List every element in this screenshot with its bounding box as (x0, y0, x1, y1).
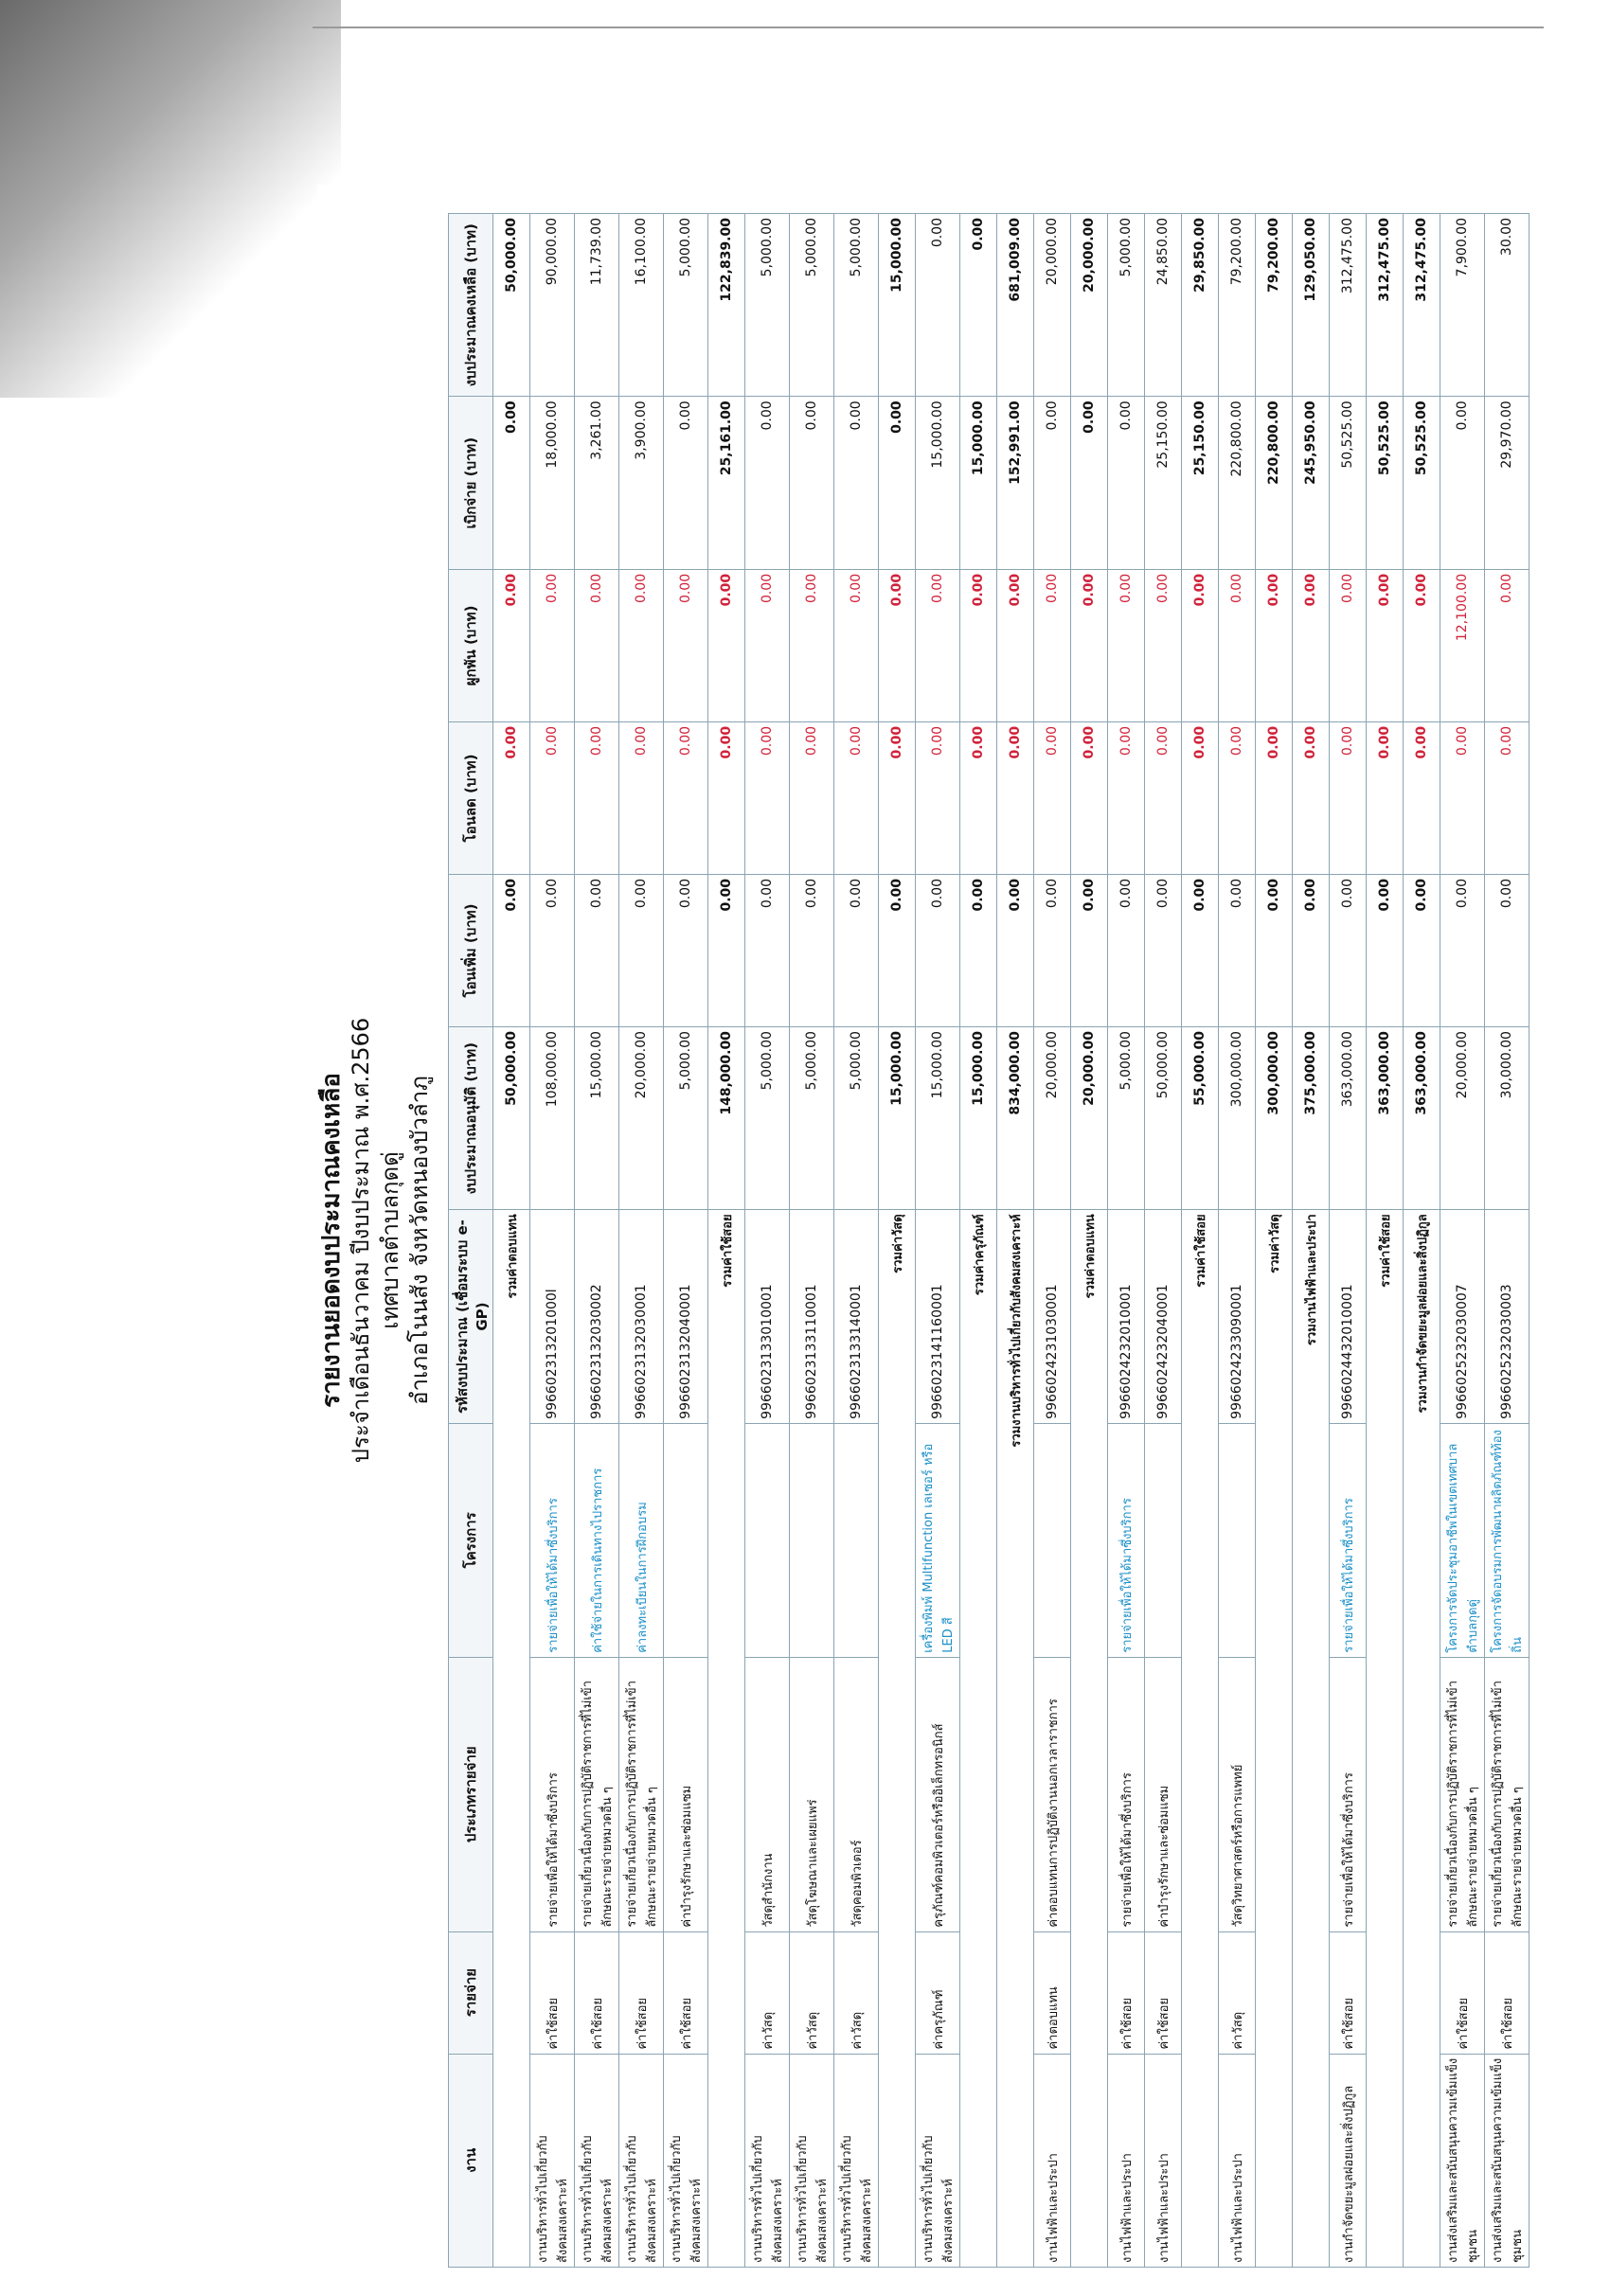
table-row (1485, 214, 1530, 2268)
budget-code-cell: 9966024233090001 (1219, 1210, 1256, 1423)
approved-cell: 15,000.00 (879, 1027, 916, 1210)
remaining-cell: 312,475.00 (1330, 214, 1367, 397)
transfer-out-cell: 0.00 (619, 721, 664, 874)
committed-cell: 0.00 (1108, 569, 1145, 721)
approved-cell: 50,000.00 (493, 1027, 530, 1210)
approved-cell: 834,000.00 (997, 1027, 1034, 1210)
transfer-out-cell: 0.00 (1108, 721, 1145, 874)
budget-code-cell: 996602313201000l (530, 1210, 575, 1423)
table-row (1145, 214, 1182, 2268)
approved-cell: 20,000.00 (619, 1027, 664, 1210)
transfer-in-cell: 0.00 (834, 875, 879, 1027)
expense-cell: ค่าวัสดุ (790, 1931, 834, 2054)
transfer-out-cell: 0.00 (1071, 721, 1108, 874)
transfer-in-cell: 0.00 (1330, 875, 1367, 1027)
table-body (493, 214, 1530, 2268)
transfer-out-cell: 0.00 (879, 721, 916, 874)
transfer-in-cell: 0.00 (1182, 875, 1219, 1027)
disbursed-cell: 50,525.00 (1404, 397, 1440, 570)
committed-cell: 0.00 (664, 569, 708, 721)
committed-cell: 0.00 (493, 569, 530, 721)
expense-cell: ค่าใช้สอย (530, 1931, 575, 2054)
expense-cell: ค่าใช้สอย (1330, 1931, 1367, 2054)
approved-cell: 300,000.00 (1219, 1027, 1256, 1210)
work-cell: งานไฟฟ้าและประปา (1108, 2054, 1145, 2267)
subtotal-row (1293, 214, 1330, 2268)
table-row (834, 214, 879, 2268)
work-cell: งานบริหารทั่วไปเกี่ยวกับสังคมสงเคราะห์ (619, 2054, 664, 2267)
transfer-out-cell: 0.00 (916, 721, 960, 874)
transfer-out-cell: 0.00 (575, 721, 619, 874)
column-header: เบิกจ่าย (บาท) (449, 397, 493, 570)
approved-cell: 375,000.00 (1293, 1027, 1330, 1210)
expense-type-cell: ค่าบำรุงรักษาและซ่อมแซม (1145, 1657, 1182, 1931)
transfer-out-cell: 0.00 (834, 721, 879, 874)
project-cell: รายจ่ายเพื่อให้ได้มาซึ่งบริการ (530, 1423, 575, 1657)
project-cell (1219, 1423, 1256, 1657)
approved-cell: 363,000.00 (1367, 1027, 1404, 1210)
disbursed-cell: 0.00 (664, 397, 708, 570)
budget-code-cell: 9966024232010001 (1108, 1210, 1145, 1423)
disbursed-cell: 220,800.00 (1256, 397, 1293, 570)
work-cell: งานไฟฟ้าและประปา (1219, 2054, 1256, 2267)
disbursed-cell: 25,161.00 (708, 397, 745, 570)
transfer-out-cell: 0.00 (745, 721, 790, 874)
scan-edge-line (313, 27, 1544, 28)
project-cell: ค่าลงทะเบียนในการฝึกอบรม (619, 1423, 664, 1657)
committed-cell: 0.00 (1256, 569, 1293, 721)
transfer-out-cell: 0.00 (1219, 721, 1256, 874)
expense-cell: ค่าใช้สอย (664, 1931, 708, 2054)
transfer-in-cell: 0.00 (493, 875, 530, 1027)
subtotal-row (960, 214, 997, 2268)
committed-cell: 0.00 (1485, 569, 1530, 721)
budget-code-cell: 9966023133110001 (790, 1210, 834, 1423)
column-header: งบประมาณคงเหลือ (บาท) (449, 214, 493, 397)
remaining-cell: 312,475.00 (1404, 214, 1440, 397)
committed-cell: 12,100.00 (1440, 569, 1485, 721)
committed-cell: 0.00 (619, 569, 664, 721)
expense-type-cell: รายจ่ายเกี่ยวเนื่องกับการปฏิบัติราชการที่ไม่เข้าลักษณะรายจ่ายหมวดอื่น ๆ (1440, 1657, 1485, 1931)
budget-code-cell: 9966023132030001 (619, 1210, 664, 1423)
transfer-out-cell: 0.00 (1034, 721, 1071, 874)
transfer-in-cell: 0.00 (1367, 875, 1404, 1027)
work-cell: งานบริหารทั่วไปเกี่ยวกับสังคมสงเคราะห์ (664, 2054, 708, 2267)
transfer-out-cell: 0.00 (997, 721, 1034, 874)
disbursed-cell: 0.00 (745, 397, 790, 570)
committed-cell: 0.00 (1367, 569, 1404, 721)
expense-cell: ค่าวัสดุ (834, 1931, 879, 2054)
expense-type-cell: รายจ่ายเกี่ยวเนื่องกับการปฏิบัติราชการที่ไม่เข้าลักษณะรายจ่ายหมวดอื่น ๆ (1485, 1657, 1530, 1931)
project-cell: โครงการจัดอบรมการพัฒนาผลิตภัณฑ์ท้องถิ่น (1485, 1423, 1530, 1657)
project-cell (1034, 1423, 1071, 1657)
remaining-cell: 79,200.00 (1219, 214, 1256, 397)
expense-cell: ค่าใช้สอย (1145, 1931, 1182, 2054)
committed-cell: 0.00 (1219, 569, 1256, 721)
disbursed-cell: 0.00 (1108, 397, 1145, 570)
report-title: รายงานยอดงบประมาณคงเหลือ (317, 1073, 346, 1408)
approved-cell: 50,000.00 (1145, 1027, 1182, 1210)
disbursed-cell: 50,525.00 (1330, 397, 1367, 570)
committed-cell: 0.00 (708, 569, 745, 721)
transfer-in-cell: 0.00 (1034, 875, 1071, 1027)
transfer-in-cell: 0.00 (960, 875, 997, 1027)
approved-cell: 148,000.00 (708, 1027, 745, 1210)
expense-type-cell: รายจ่ายเพื่อให้ได้มาซึ่งบริการ (1108, 1657, 1145, 1931)
approved-cell: 30,000.00 (1485, 1027, 1530, 1210)
project-cell (745, 1423, 790, 1657)
expense-cell: ค่าครุภัณฑ์ (916, 1931, 960, 2054)
transfer-out-cell: 0.00 (790, 721, 834, 874)
disbursed-cell: 50,525.00 (1367, 397, 1404, 570)
approved-cell: 363,000.00 (1330, 1027, 1367, 1210)
transfer-in-cell: 0.00 (745, 875, 790, 1027)
subtotal-row (879, 214, 916, 2268)
disbursed-cell: 3,900.00 (619, 397, 664, 570)
table-row (1034, 214, 1071, 2268)
approved-cell: 5,000.00 (834, 1027, 879, 1210)
transfer-out-cell: 0.00 (493, 721, 530, 874)
work-cell: งานไฟฟ้าและประปา (1145, 2054, 1182, 2267)
remaining-cell: 5,000.00 (745, 214, 790, 397)
transfer-in-cell: 0.00 (664, 875, 708, 1027)
table-header-row (449, 214, 493, 2268)
table-row (664, 214, 708, 2268)
committed-cell: 0.00 (745, 569, 790, 721)
transfer-out-cell: 0.00 (1485, 721, 1530, 874)
approved-cell: 363,000.00 (1404, 1027, 1440, 1210)
subtotal-row (1367, 214, 1404, 2268)
disbursed-cell: 15,000.00 (916, 397, 960, 570)
work-cell: งานส่งเสริมและสนับสนุนความเข้มแข็งชุมชน (1440, 2054, 1485, 2267)
approved-cell: 15,000.00 (916, 1027, 960, 1210)
subtotal-label: รวมงานกำจัดขยะมูลฝอยและสิ่งปฏิกูล (1404, 1210, 1440, 2268)
committed-cell: 0.00 (575, 569, 619, 721)
column-header: โครงการ (449, 1423, 493, 1657)
budget-code-cell: 9966024232040001 (1145, 1210, 1182, 1423)
table-row (1330, 214, 1367, 2268)
project-cell: ค่าใช้จ่ายในการเดินทางไปราชการ (575, 1423, 619, 1657)
expense-cell: ค่าใช้สอย (619, 1931, 664, 2054)
column-header: งาน (449, 2054, 493, 2267)
approved-cell: 300,000.00 (1256, 1027, 1293, 1210)
expense-type-cell: วัสดุโฆษณาและเผยแพร่ (790, 1657, 834, 1931)
column-header: โอนลด (บาท) (449, 721, 493, 874)
committed-cell: 0.00 (1330, 569, 1367, 721)
subtotal-row (1182, 214, 1219, 2268)
budget-code-cell: 9966023133140001 (834, 1210, 879, 1423)
committed-cell: 0.00 (879, 569, 916, 721)
approved-cell: 15,000.00 (575, 1027, 619, 1210)
project-cell (834, 1423, 879, 1657)
expense-type-cell: วัสดุวิทยาศาสตร์หรือการแพทย์ (1219, 1657, 1256, 1931)
remaining-cell: 50,000.00 (493, 214, 530, 397)
remaining-cell: 5,000.00 (1108, 214, 1145, 397)
committed-cell: 0.00 (790, 569, 834, 721)
table-row (619, 214, 664, 2268)
transfer-out-cell: 0.00 (530, 721, 575, 874)
work-cell: งานไฟฟ้าและประปา (1034, 2054, 1071, 2267)
transfer-in-cell: 0.00 (916, 875, 960, 1027)
work-cell: งานบริหารทั่วไปเกี่ยวกับสังคมสงเคราะห์ (745, 2054, 790, 2267)
project-cell (664, 1423, 708, 1657)
expense-type-cell: ค่าตอบแทนการปฏิบัติงานนอกเวลาราชการ (1034, 1657, 1071, 1931)
approved-cell: 15,000.00 (960, 1027, 997, 1210)
transfer-in-cell: 0.00 (1145, 875, 1182, 1027)
subtotal-row (1071, 214, 1108, 2268)
work-cell: งานบริหารทั่วไปเกี่ยวกับสังคมสงเคราะห์ (834, 2054, 879, 2267)
subtotal-label: รวมค่าใช้สอย (708, 1210, 745, 2268)
subtotal-label: รวมค่าวัสดุ (1256, 1210, 1293, 2268)
subtotal-row (997, 214, 1034, 2268)
committed-cell: 0.00 (1293, 569, 1330, 721)
transfer-out-cell: 0.00 (708, 721, 745, 874)
subtotal-label: รวมงานไฟฟ้าและประปา (1293, 1210, 1330, 2268)
committed-cell: 0.00 (1034, 569, 1071, 721)
expense-cell: ค่าใช้สอย (1440, 1931, 1485, 2054)
column-header: รายจ่าย (449, 1931, 493, 2054)
table-row (575, 214, 619, 2268)
budget-code-cell: 9966025232030007 (1440, 1210, 1485, 1423)
disbursed-cell: 245,950.00 (1293, 397, 1330, 570)
project-cell: รายจ่ายเพื่อให้ได้มาซึ่งบริการ (1330, 1423, 1367, 1657)
remaining-cell: 129,050.00 (1293, 214, 1330, 397)
budget-code-cell: 9966023132040001 (664, 1210, 708, 1423)
remaining-cell: 5,000.00 (834, 214, 879, 397)
approved-cell: 5,000.00 (790, 1027, 834, 1210)
remaining-cell: 20,000.00 (1071, 214, 1108, 397)
approved-cell: 108,000.00 (530, 1027, 575, 1210)
project-cell: โครงการจัดประชุมอาชีพในเขตเทศบาลตำบลกุดดู่ (1440, 1423, 1485, 1657)
expense-cell: ค่าใช้สอย (1108, 1931, 1145, 2054)
project-cell: เครื่องพิมพ์ Multifunction เลเซอร์ หรือ LED สี (916, 1423, 960, 1657)
transfer-in-cell: 0.00 (1293, 875, 1330, 1027)
disbursed-cell: 3,261.00 (575, 397, 619, 570)
expense-type-cell: รายจ่ายเพื่อให้ได้มาซึ่งบริการ (1330, 1657, 1367, 1931)
disbursed-cell: 18,000.00 (530, 397, 575, 570)
work-cell: งานบริหารทั่วไปเกี่ยวกับสังคมสงเคราะห์ (530, 2054, 575, 2267)
document-header (317, 185, 435, 2296)
committed-cell: 0.00 (960, 569, 997, 721)
disbursed-cell: 0.00 (834, 397, 879, 570)
subtotal-row (1404, 214, 1440, 2268)
table-row (745, 214, 790, 2268)
approved-cell: 20,000.00 (1034, 1027, 1071, 1210)
table-row (790, 214, 834, 2268)
transfer-in-cell: 0.00 (619, 875, 664, 1027)
transfer-out-cell: 0.00 (1293, 721, 1330, 874)
column-header: รหัสงบประมาณ (เชื่อมระบบ e-GP) (449, 1210, 493, 1423)
budget-code-cell: 9966024231030001 (1034, 1210, 1071, 1423)
disbursed-cell: 0.00 (1440, 397, 1485, 570)
remaining-cell: 0.00 (916, 214, 960, 397)
committed-cell: 0.00 (916, 569, 960, 721)
work-cell: งานบริหารทั่วไปเกี่ยวกับสังคมสงเคราะห์ (790, 2054, 834, 2267)
budget-table (448, 213, 1530, 2268)
expense-type-cell: วัสดุสำนักงาน (745, 1657, 790, 1931)
committed-cell: 0.00 (1071, 569, 1108, 721)
subtotal-row (1256, 214, 1293, 2268)
work-cell: งานกำจัดขยะมูลฝอยและสิ่งปฏิกูล (1330, 2054, 1367, 2267)
project-cell (790, 1423, 834, 1657)
expense-type-cell: วัสดุคอมพิวเตอร์ (834, 1657, 879, 1931)
table-row (1440, 214, 1485, 2268)
work-cell: งานบริหารทั่วไปเกี่ยวกับสังคมสงเคราะห์ (916, 2054, 960, 2267)
transfer-in-cell: 0.00 (879, 875, 916, 1027)
transfer-out-cell: 0.00 (960, 721, 997, 874)
approved-cell: 5,000.00 (664, 1027, 708, 1210)
transfer-out-cell: 0.00 (1367, 721, 1404, 874)
committed-cell: 0.00 (530, 569, 575, 721)
subtotal-label: รวมค่าครุภัณฑ์ (960, 1210, 997, 2268)
transfer-in-cell: 0.00 (1404, 875, 1440, 1027)
subtotal-row (493, 214, 530, 2268)
remaining-cell: 5,000.00 (664, 214, 708, 397)
subtotal-row (708, 214, 745, 2268)
committed-cell: 0.00 (834, 569, 879, 721)
budget-code-cell: 9966023141160001 (916, 1210, 960, 1423)
column-header: ประเภทรายจ่าย (449, 1657, 493, 1931)
transfer-out-cell: 0.00 (1145, 721, 1182, 874)
transfer-in-cell: 0.00 (575, 875, 619, 1027)
disbursed-cell: 220,800.00 (1219, 397, 1256, 570)
transfer-in-cell: 0.00 (530, 875, 575, 1027)
rotated-document-page (317, 185, 1525, 2296)
work-cell: งานบริหารทั่วไปเกี่ยวกับสังคมสงเคราะห์ (575, 2054, 619, 2267)
budget-code-cell: 9966024432010001 (1330, 1210, 1367, 1423)
work-cell: งานส่งเสริมและสนับสนุนความเข้มแข็งชุมชน (1485, 2054, 1530, 2267)
disbursed-cell: 0.00 (1034, 397, 1071, 570)
remaining-cell: 681,009.00 (997, 214, 1034, 397)
remaining-cell: 29,850.00 (1182, 214, 1219, 397)
transfer-in-cell: 0.00 (1071, 875, 1108, 1027)
remaining-cell: 15,000.00 (879, 214, 916, 397)
subtotal-label: รวมงานบริหารทั่วไปเกี่ยวกับสังคมสงเคราะห์ (997, 1210, 1034, 2268)
expense-type-cell: รายจ่ายเกี่ยวเนื่องกับการปฏิบัติราชการที่ไม่เข้าลักษณะรายจ่ายหมวดอื่น ๆ (619, 1657, 664, 1931)
project-cell (1145, 1423, 1182, 1657)
table-row (916, 214, 960, 2268)
transfer-out-cell: 0.00 (1256, 721, 1293, 874)
disbursed-cell: 0.00 (790, 397, 834, 570)
transfer-out-cell: 0.00 (1330, 721, 1367, 874)
expense-cell: ค่าวัสดุ (745, 1931, 790, 2054)
table-row (1108, 214, 1145, 2268)
table-row (530, 214, 575, 2268)
budget-code-cell: 9966025232030003 (1485, 1210, 1530, 1423)
committed-cell: 0.00 (1182, 569, 1219, 721)
transfer-out-cell: 0.00 (1182, 721, 1219, 874)
remaining-cell: 20,000.00 (1034, 214, 1071, 397)
subtotal-label: รวมค่าใช้สอย (1367, 1210, 1404, 2268)
column-header: โอนเพิ่ม (บาท) (449, 875, 493, 1027)
expense-cell: ค่าวัสดุ (1219, 1931, 1256, 2054)
subtotal-label: รวมค่าตอบแทน (493, 1210, 530, 2268)
disbursed-cell: 152,991.00 (997, 397, 1034, 570)
approved-cell: 5,000.00 (1108, 1027, 1145, 1210)
expense-cell: ค่าใช้สอย (575, 1931, 619, 2054)
project-cell: รายจ่ายเพื่อให้ได้มาซึ่งบริการ (1108, 1423, 1145, 1657)
transfer-in-cell: 0.00 (708, 875, 745, 1027)
subtotal-label: รวมค่าตอบแทน (1071, 1210, 1108, 2268)
remaining-cell: 7,900.00 (1440, 214, 1485, 397)
disbursed-cell: 25,150.00 (1182, 397, 1219, 570)
report-organization: เทศบาลตำบลกุดดู่ (377, 1151, 403, 1329)
budget-code-cell: 9966023132030002 (575, 1210, 619, 1423)
remaining-cell: 30.00 (1485, 214, 1530, 397)
disbursed-cell: 25,150.00 (1145, 397, 1182, 570)
transfer-out-cell: 0.00 (1404, 721, 1440, 874)
expense-cell: ค่าตอบแทน (1034, 1931, 1071, 2054)
transfer-in-cell: 0.00 (1485, 875, 1530, 1027)
approved-cell: 5,000.00 (745, 1027, 790, 1210)
remaining-cell: 79,200.00 (1256, 214, 1293, 397)
subtotal-label: รวมค่าวัสดุ (879, 1210, 916, 2268)
transfer-out-cell: 0.00 (1440, 721, 1485, 874)
disbursed-cell: 0.00 (1071, 397, 1108, 570)
transfer-out-cell: 0.00 (664, 721, 708, 874)
remaining-cell: 90,000.00 (530, 214, 575, 397)
transfer-in-cell: 0.00 (997, 875, 1034, 1027)
expense-type-cell: ค่าบำรุงรักษาและซ่อมแซม (664, 1657, 708, 1931)
table-row (1219, 214, 1256, 2268)
committed-cell: 0.00 (997, 569, 1034, 721)
expense-type-cell: รายจ่ายเพื่อให้ได้มาซึ่งบริการ (530, 1657, 575, 1931)
transfer-in-cell: 0.00 (790, 875, 834, 1027)
approved-cell: 20,000.00 (1440, 1027, 1485, 1210)
remaining-cell: 312,475.00 (1367, 214, 1404, 397)
transfer-in-cell: 0.00 (1440, 875, 1485, 1027)
remaining-cell: 122,839.00 (708, 214, 745, 397)
remaining-cell: 16,100.00 (619, 214, 664, 397)
expense-type-cell: รายจ่ายเกี่ยวเนื่องกับการปฏิบัติราชการที่ไม่เข้าลักษณะรายจ่ายหมวดอื่น ๆ (575, 1657, 619, 1931)
column-header: ผูกพัน (บาท) (449, 569, 493, 721)
disbursed-cell: 29,970.00 (1485, 397, 1530, 570)
transfer-in-cell: 0.00 (1256, 875, 1293, 1027)
expense-cell: ค่าใช้สอย (1485, 1931, 1530, 2054)
committed-cell: 0.00 (1404, 569, 1440, 721)
transfer-in-cell: 0.00 (1219, 875, 1256, 1027)
remaining-cell: 0.00 (960, 214, 997, 397)
remaining-cell: 5,000.00 (790, 214, 834, 397)
report-period: ประจำเดือนธันวาคม ปีงบประมาณ พ.ศ.2566 (348, 1017, 374, 1464)
committed-cell: 0.00 (1145, 569, 1182, 721)
expense-type-cell: ครุภัณฑ์คอมพิวเตอร์หรืออิเล็กทรอนิกส์ (916, 1657, 960, 1931)
budget-code-cell: 9966023133010001 (745, 1210, 790, 1423)
scan-corner-shadow (0, 0, 341, 398)
column-header: งบประมาณอนุมัติ (บาท) (449, 1027, 493, 1210)
disbursed-cell: 0.00 (879, 397, 916, 570)
transfer-in-cell: 0.00 (1108, 875, 1145, 1027)
subtotal-label: รวมค่าใช้สอย (1182, 1210, 1219, 2268)
remaining-cell: 24,850.00 (1145, 214, 1182, 397)
remaining-cell: 11,739.00 (575, 214, 619, 397)
disbursed-cell: 0.00 (493, 397, 530, 570)
report-district: อำเภอโนนสัง จังหวัดหนองบัวลำภู (406, 1076, 433, 1405)
approved-cell: 55,000.00 (1182, 1027, 1219, 1210)
approved-cell: 20,000.00 (1071, 1027, 1108, 1210)
disbursed-cell: 15,000.00 (960, 397, 997, 570)
